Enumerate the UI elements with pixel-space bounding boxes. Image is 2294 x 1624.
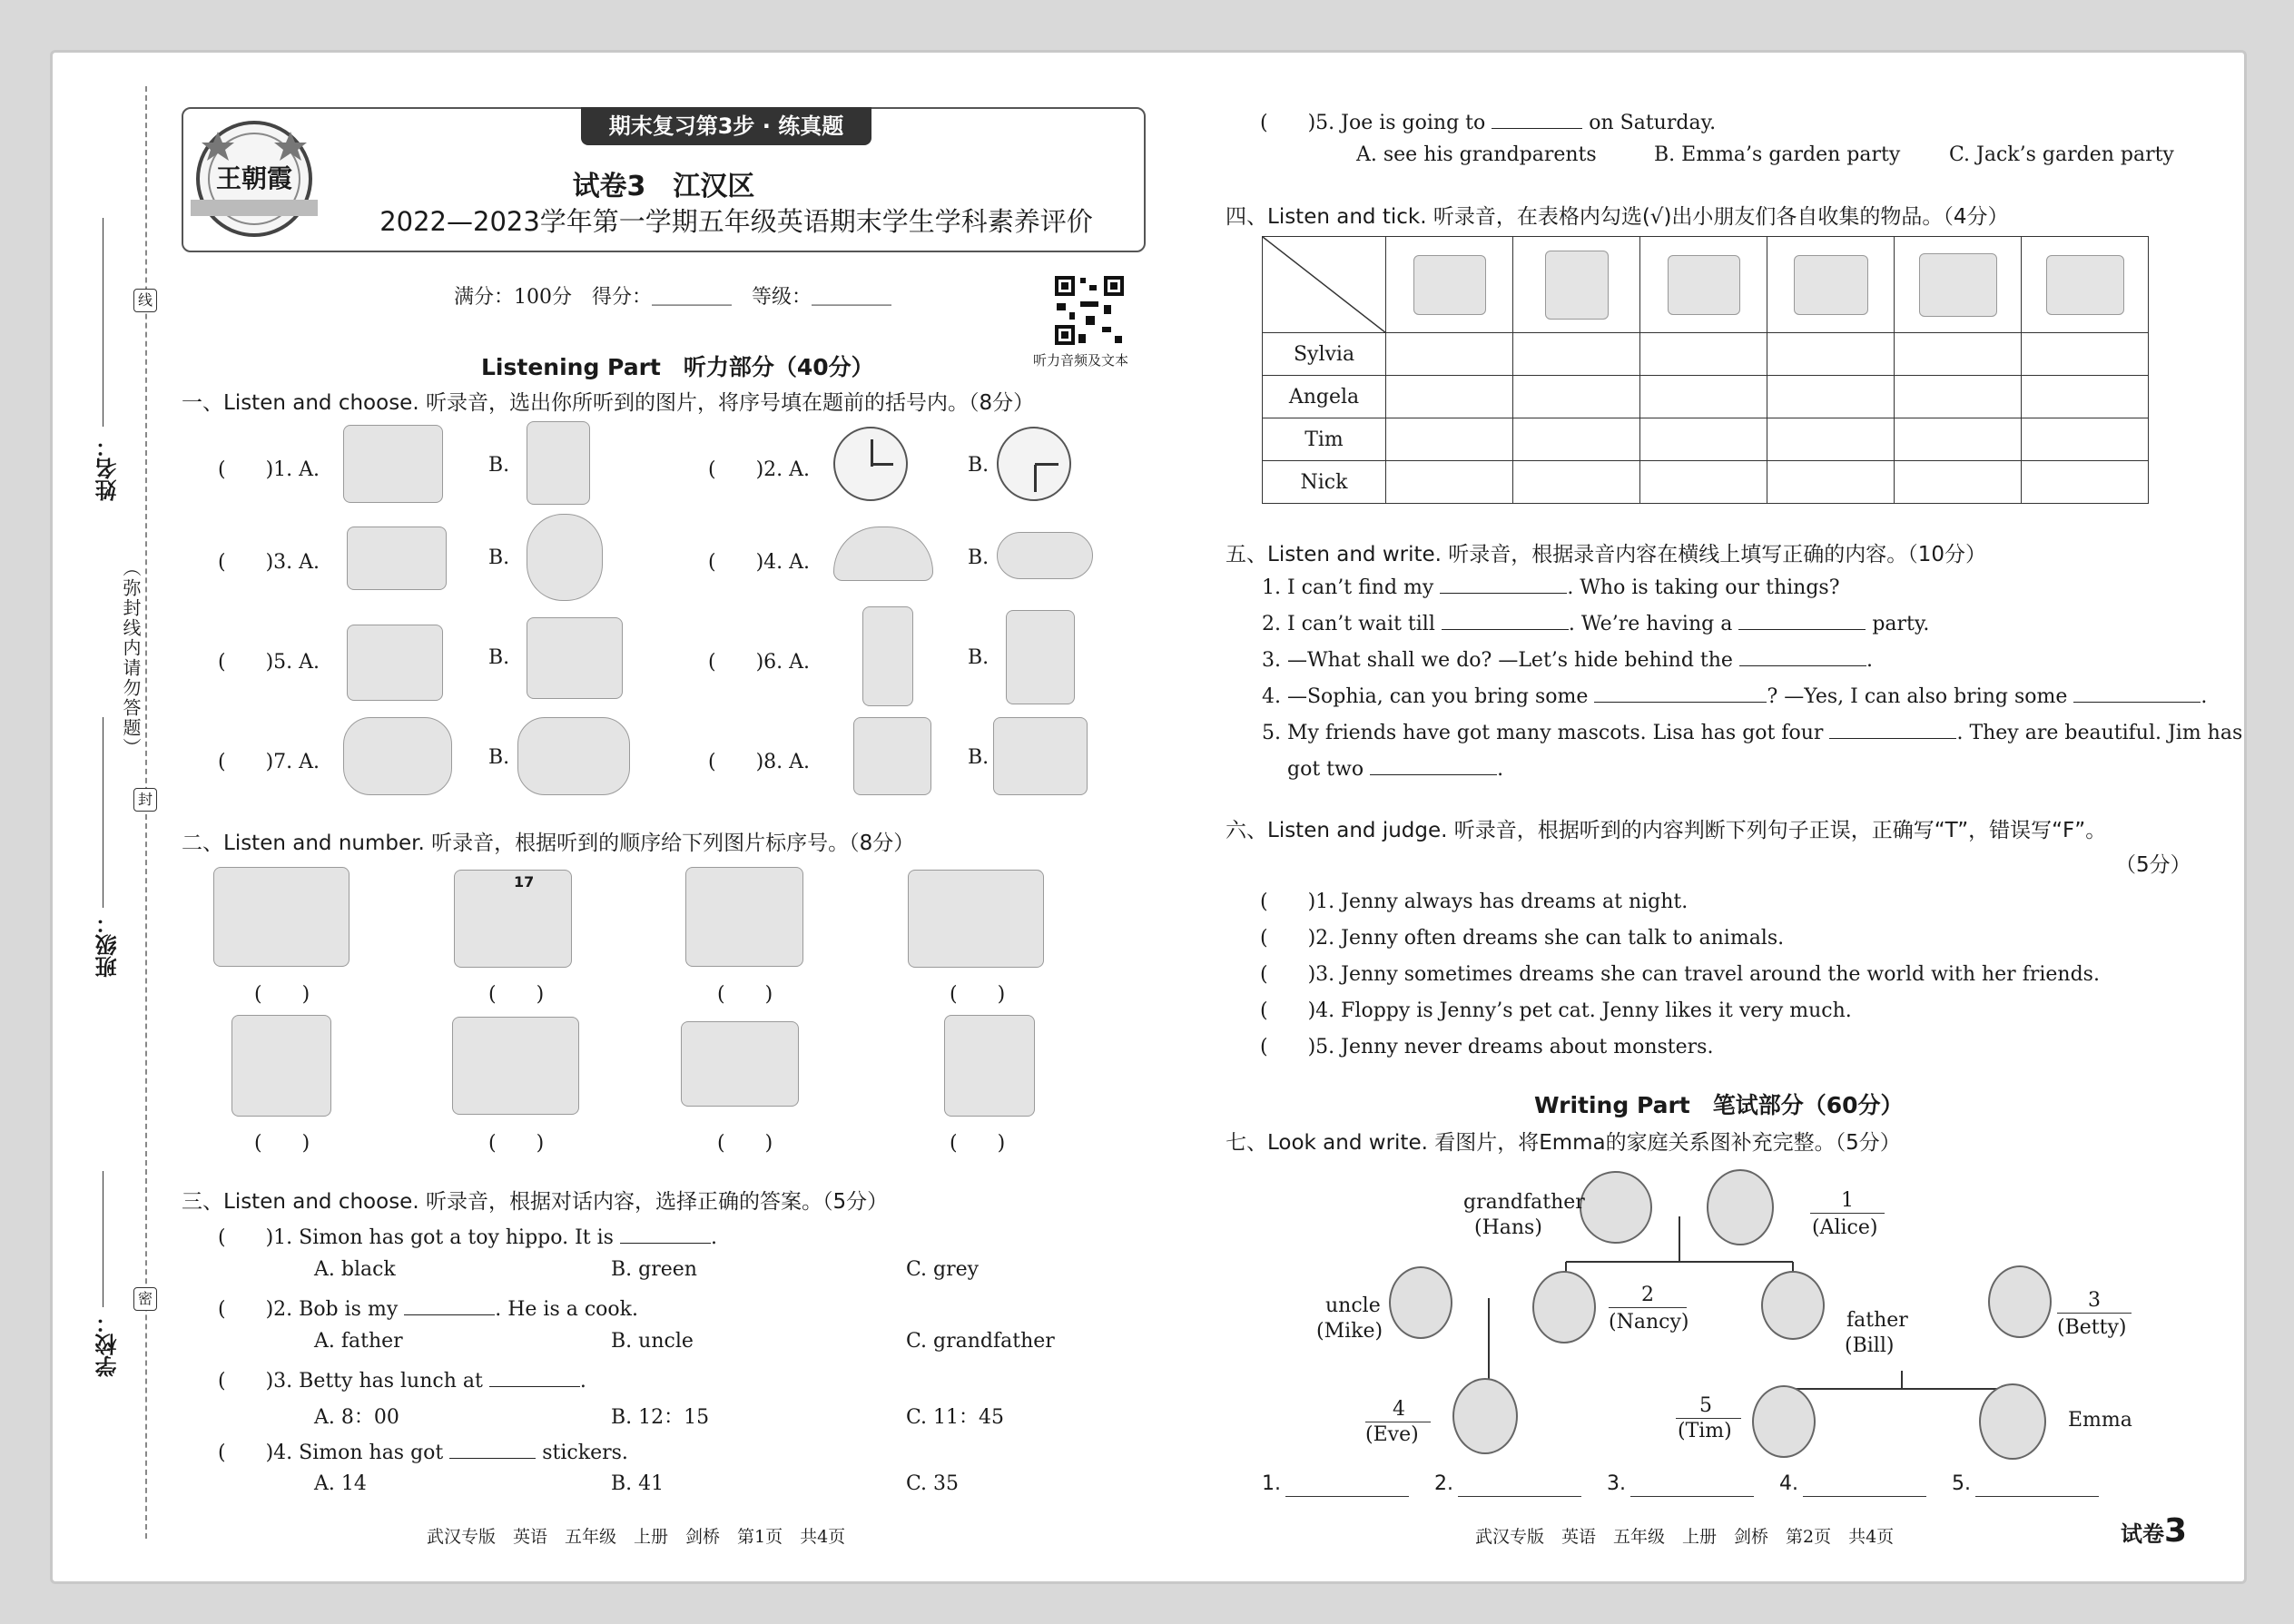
s1-q1-b: B. — [488, 454, 510, 477]
footer-left: 武汉专版 英语 五年级 上册 剑桥 第1页 共4页 — [427, 1527, 846, 1547]
s2-picture-2 — [454, 870, 572, 968]
s5-line-3: 3. —What shall we do? —Let’s hide behind the . — [1262, 649, 1873, 672]
school-label: 学校： — [95, 1312, 121, 1377]
row-name: Tim — [1263, 418, 1386, 461]
s1-q4-picture-b — [997, 532, 1093, 579]
row-name: Sylvia — [1263, 333, 1386, 376]
s1-q7-picture-b — [517, 717, 630, 795]
logo-text: 王朝霞 — [216, 163, 293, 193]
s1-q2-b: B. — [968, 454, 989, 477]
tick-table — [1262, 236, 2149, 504]
s3-q2-stem: ( )2. Bob is my . He is a cook. — [218, 1298, 638, 1321]
section4-title: 四、Listen and tick. 听录音，在表格内勾选(√)出小朋友们各自收集的物品。（4分） — [1226, 205, 2009, 229]
s2-picture-5 — [231, 1015, 331, 1117]
s1-q5-picture-a — [347, 625, 443, 701]
paper-number: 试卷3 江汉区 — [572, 171, 755, 202]
s1-q5-picture-b — [527, 617, 623, 699]
section7-title: 七、Look and write. 看图片，将Emma的家庭关系图补充完整。（5分） — [1226, 1131, 1901, 1155]
s3-q5-stem: ( )5. Joe is going to on Saturday. — [1260, 112, 1717, 134]
s3-q1-option-c: C. grey — [906, 1258, 980, 1281]
s7-blank-label-4: 4. — [1779, 1472, 1798, 1495]
s1-q7: ( )7. A. — [218, 751, 320, 773]
s3-q1-option-a: A. black — [314, 1258, 396, 1281]
s1-q2: ( )2. A. — [708, 458, 811, 481]
binding-mark-feng: 封 — [133, 788, 157, 812]
s1-q3-picture-b — [527, 514, 603, 601]
uncle-label: uncle — [1325, 1294, 1381, 1317]
class-field — [86, 717, 123, 1008]
s2-paren-3: ( ) — [717, 983, 773, 1006]
mike-label: (Mike) — [1316, 1320, 1383, 1343]
s1-q4: ( )4. A. — [708, 551, 811, 574]
s1-q6-picture-a — [862, 606, 913, 706]
section6-score: （5分） — [2115, 853, 2191, 877]
s3-q4-option-b: B. 41 — [611, 1472, 665, 1495]
item-picture-3 — [1668, 255, 1740, 315]
item-picture-1 — [1413, 255, 1486, 315]
section1-title: 一、Listen and choose. 听录音，选出你所听到的图片，将序号填在题前的括号内。（8分） — [182, 391, 1035, 415]
s1-q8-picture-a — [853, 717, 931, 795]
bill-label: (Bill) — [1845, 1334, 1895, 1357]
s1-q1-picture-b — [527, 421, 590, 505]
brother-portrait — [1752, 1385, 1816, 1458]
exam-title: 2022—2023学年第一学期五年级英语期末学生学科素养评价 — [379, 206, 1093, 237]
s1-q8-b: B. — [968, 746, 989, 769]
row-name: Angela — [1263, 376, 1386, 418]
s5-line-2: 2. I can’t wait till . We’re having a party. — [1262, 613, 1930, 635]
s2-paren-4: ( ) — [950, 983, 1006, 1006]
section6-title: 六、Listen and judge. 听录音，根据听到的内容判断下列句子正误，正确写“T”，错误写“F”。 — [1226, 819, 2107, 842]
blank-2-number: 2 — [1641, 1284, 1654, 1306]
s3-q5-option-c: C. Jack’s garden party — [1949, 143, 2174, 166]
listening-part-title: Listening Part 听力部分（40分） — [481, 354, 874, 380]
emma-portrait — [1979, 1383, 2046, 1460]
section5-title: 五、Listen and write. 听录音，根据录音内容在横线上填写正确的内容。（10分） — [1226, 543, 1987, 566]
s3-q3-option-a: A. 8：00 — [314, 1406, 399, 1429]
grandfather-label: grandfather — [1463, 1191, 1585, 1214]
s7-answer-5[interactable] — [1975, 1496, 2099, 1497]
section2-title: 二、Listen and number. 听录音，根据听到的顺序给下列图片标序号。（8分） — [182, 832, 915, 855]
blank-4-number: 4 — [1393, 1398, 1405, 1421]
betty-label: (Betty) — [2057, 1316, 2127, 1339]
s6-q3: ( )3. Jenny sometimes dreams she can travel around the world with her friends. — [1260, 963, 2100, 986]
s2-paren-2: ( ) — [488, 983, 545, 1006]
s2-paren-8: ( ) — [950, 1132, 1006, 1155]
s5-line-4: 4. —Sophia, can you bring some ? —Yes, I can also bring some . — [1262, 685, 2208, 708]
school-field — [86, 1171, 123, 1398]
s3-q5-option-a: A. see his grandparents — [1356, 143, 1597, 166]
s1-q8-picture-b — [993, 717, 1088, 795]
mother-portrait — [1988, 1265, 2052, 1338]
s7-answer-4[interactable] — [1803, 1496, 1926, 1497]
s3-q3-option-c: C. 11：45 — [906, 1406, 1005, 1429]
review-banner: 期末复习第3步 · 练真题 — [581, 107, 871, 145]
name-field — [86, 218, 123, 545]
paper-tag — [2121, 1512, 2187, 1550]
s6-q4: ( )4. Floppy is Jenny’s pet cat. Jenny likes it very much. — [1260, 999, 1852, 1022]
item-picture-2 — [1545, 251, 1609, 320]
qr-code[interactable] — [1053, 274, 1126, 347]
writing-part-title: Writing Part 笔试部分（60分） — [1534, 1092, 1904, 1118]
hans-label: (Hans) — [1474, 1216, 1542, 1239]
blank-1-number: 1 — [1841, 1189, 1854, 1212]
s1-q6-picture-b — [1006, 610, 1075, 704]
item-picture-5 — [1919, 253, 1997, 317]
section3-title: 三、Listen and choose. 听录音，根据对话内容，选择正确的答案。（5分） — [182, 1190, 889, 1214]
s2-paren-1: ( ) — [254, 983, 310, 1006]
s3-q4-option-a: A. 14 — [314, 1472, 367, 1495]
nancy-label: (Nancy) — [1609, 1311, 1689, 1334]
s5-line-5: 5. My friends have got many mascots. Lisa has got four . They are beautiful. Jim has — [1262, 722, 2243, 744]
calendar-icon: 17 — [514, 873, 535, 891]
table-corner — [1263, 237, 1386, 333]
s6-q2: ( )2. Jenny often dreams she can talk to animals. — [1260, 927, 1785, 950]
item-picture-4 — [1794, 255, 1868, 315]
s1-q2-clock-b — [997, 427, 1071, 501]
s2-picture-4 — [908, 870, 1044, 968]
s1-q3-b: B. — [488, 546, 510, 569]
s6-q5: ( )5. Jenny never dreams about monsters. — [1260, 1036, 1714, 1058]
s1-q5: ( )5. A. — [218, 651, 320, 674]
s6-q1: ( )1. Jenny always has dreams at night. — [1260, 891, 1689, 913]
s3-q2-option-c: C. grandfather — [906, 1330, 1055, 1353]
aunt-portrait — [1532, 1271, 1596, 1343]
eve-label: (Eve) — [1365, 1423, 1419, 1446]
s3-q3-stem: ( )3. Betty has lunch at . — [218, 1370, 586, 1393]
s3-q1-stem: ( )1. Simon has got a toy hippo. It is . — [218, 1226, 717, 1249]
name-label: 姓名： — [95, 436, 121, 501]
item-picture-6 — [2046, 255, 2124, 315]
s1-q1-picture-a — [343, 425, 443, 503]
s1-q3: ( )3. A. — [218, 551, 320, 574]
paper-tag-number: 3 — [2164, 1512, 2188, 1550]
s7-blank-label-3: 3. — [1607, 1472, 1626, 1495]
alice-label: (Alice) — [1812, 1216, 1878, 1239]
grandmother-portrait — [1707, 1169, 1774, 1245]
footer-right: 武汉专版 英语 五年级 上册 剑桥 第2页 共4页 — [1475, 1527, 1895, 1547]
binding-mark-mi: 密 — [133, 1287, 157, 1311]
s5-line-1: 1. I can’t find my . Who is taking our things? — [1262, 576, 1840, 599]
s7-answer-3[interactable] — [1630, 1496, 1754, 1497]
s7-blank-label-1: 1. — [1262, 1472, 1281, 1495]
father-portrait — [1761, 1271, 1825, 1340]
s1-q1: ( )1. A. — [218, 458, 320, 481]
s2-picture-3 — [685, 867, 803, 967]
s2-picture-1 — [213, 867, 350, 967]
s7-blank-label-5: 5. — [1952, 1472, 1971, 1495]
s1-q6-b: B. — [968, 646, 989, 669]
grandfather-portrait — [1580, 1171, 1652, 1244]
s1-q2-clock-a — [833, 427, 908, 501]
binding-note: （弥封线内请勿答题） — [120, 558, 142, 758]
s2-picture-6 — [452, 1017, 579, 1115]
binding-mark-xian: 线 — [133, 289, 157, 312]
s2-paren-6: ( ) — [488, 1132, 545, 1155]
s5-line-5-cont: got two . — [1287, 758, 1504, 781]
s3-q4-stem: ( )4. Simon has got stickers. — [218, 1442, 628, 1464]
s1-q5-b: B. — [488, 646, 510, 669]
class-label: 班级： — [95, 912, 121, 978]
s3-q3-option-b: B. 12：15 — [611, 1406, 710, 1429]
tim-label: (Tim) — [1678, 1420, 1732, 1442]
s3-q2-option-b: B. uncle — [611, 1330, 694, 1353]
paper-tag-label: 试卷 — [2121, 1521, 2164, 1547]
s1-q6: ( )6. A. — [708, 651, 811, 674]
s3-q5-option-b: B. Emma’s garden party — [1654, 143, 1901, 166]
uncle-portrait — [1389, 1266, 1452, 1339]
s1-q8: ( )8. A. — [708, 751, 811, 773]
score-line: 满分：100分 得分：＿＿＿＿ 等级：＿＿＿＿ — [454, 286, 891, 309]
qr-caption: 听力音频及文本 — [1033, 352, 1129, 369]
s7-blank-label-2: 2. — [1434, 1472, 1453, 1495]
s2-paren-7: ( ) — [717, 1132, 773, 1155]
father-label: father — [1846, 1309, 1908, 1332]
s3-q4-option-c: C. 35 — [906, 1472, 960, 1495]
s7-answer-1[interactable] — [1285, 1496, 1409, 1497]
s1-q7-picture-a — [343, 717, 452, 795]
blank-5-number: 5 — [1699, 1394, 1712, 1417]
emma-label: Emma — [2068, 1409, 2132, 1432]
s3-q1-option-b: B. green — [611, 1258, 697, 1281]
blank-3-number: 3 — [2088, 1289, 2101, 1312]
row-name: Nick — [1263, 461, 1386, 504]
s2-picture-8 — [944, 1015, 1035, 1117]
s3-q2-option-a: A. father — [314, 1330, 403, 1353]
s1-q7-b: B. — [488, 746, 510, 769]
s7-answer-2[interactable] — [1458, 1496, 1581, 1497]
cousin-portrait — [1452, 1378, 1518, 1454]
s2-picture-7 — [681, 1021, 799, 1107]
s2-paren-5: ( ) — [254, 1132, 310, 1155]
s1-q3-picture-a — [347, 527, 447, 590]
s1-q4-b: B. — [968, 546, 989, 569]
